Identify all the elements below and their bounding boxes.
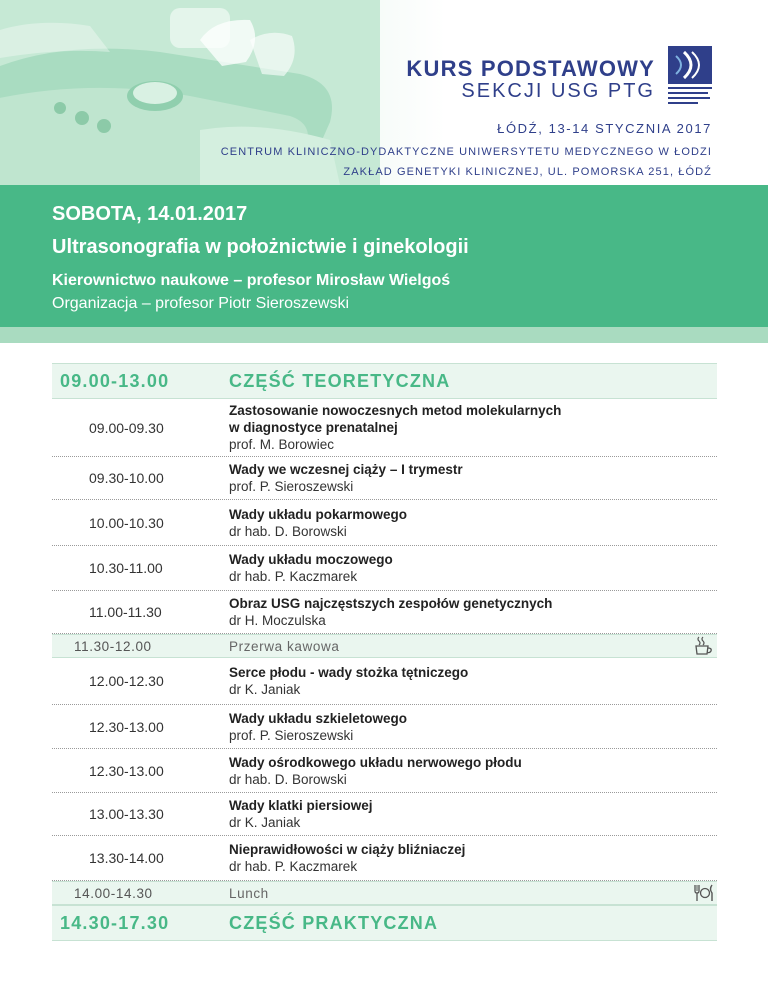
cutlery-icon [693,883,715,903]
session-time: 09.30-10.00 [89,470,164,486]
schedule-row [52,793,717,836]
schedule-row [52,399,717,457]
lunch-break [52,881,717,905]
venue-line-2: ZAKŁAD GENETYKI KLINICZNEJ, UL. POMORSKA 251, ŁÓDŹ [343,166,712,178]
break-time: 14.00-14.30 [74,886,153,901]
session-time: 10.30-11.00 [89,560,163,576]
scientific-direction: Kierownictwo naukowe – profesor Mirosław Wielgoś [52,272,451,289]
session-title: Wady we wczesnej ciąży – I trymestr [229,462,463,477]
coffee-cup-icon [693,636,715,656]
day-date: SOBOTA, 14.01.2017 [52,203,248,225]
coffee-break [52,634,717,658]
header [0,0,768,185]
course-title: KURS PODSTAWOWY [406,56,655,81]
event-date: ŁÓDŹ, 13-14 STYCZNIA 2017 [497,121,712,136]
session-title: Nieprawidłowości w ciąży bliźniaczej [229,842,466,857]
session-time: 12.00-12.30 [89,673,164,689]
course-topic: Ultrasonografia w położnictwie i ginekologii [52,236,469,258]
session-speaker: dr hab. P. Kaczmarek [229,859,358,874]
session-content [229,705,717,748]
session-speaker: prof. M. Borowiec [229,437,335,452]
session-time: 11.00-11.30 [89,604,162,620]
organization: Organizacja – profesor Piotr Sieroszewski [52,295,350,312]
session-content [229,793,717,835]
section-time: 14.30-17.30 [60,913,170,933]
section-title: CZĘŚĆ TEORETYCZNA [229,371,451,391]
schedule-row [52,457,717,500]
schedule-row [52,836,717,881]
section-practice [52,905,717,941]
session-title: Wady ośrodkowego układu nerwowego płodu [229,754,522,770]
venue-line-1: CENTRUM KLINICZNO-DYDAKTYCZNE UNIWERSYTETU MEDYCZNEGO W ŁODZI [220,146,712,158]
session-time: 13.00-13.30 [89,806,164,822]
banner-stripe [0,327,768,343]
session-time: 13.30-14.00 [89,850,164,866]
schedule-row [52,591,717,634]
session-title: Wady klatki piersiowej [229,798,373,813]
section-title: CZĘŚĆ PRAKTYCZNA [229,913,439,933]
schedule-row [52,749,717,793]
session-content [229,749,717,792]
schedule-row [52,705,717,749]
session-title: Wady układu szkieletowego [229,710,408,726]
schedule-row [52,500,717,546]
session-title: Serce płodu - wady stożka tętniczego [229,665,469,680]
session-title: Obraz USG najczęstszych zespołów genetycznych [229,596,553,611]
session-content [229,399,717,456]
section-theory [52,363,717,399]
schedule-row [52,658,717,705]
break-label: Lunch [229,886,269,901]
session-time: 10.00-10.30 [89,514,164,531]
session-title: Zastosowanie nowoczesnych metod molekularnych [229,403,562,418]
session-time: 12.30-13.00 [89,718,164,735]
session-speaker: dr K. Janiak [229,682,301,697]
ptg-logo [668,46,712,104]
section-time: 09.00-13.00 [60,371,170,391]
program-schedule [52,363,717,941]
session-speaker: dr H. Moczulska [229,613,326,628]
schedule-row [52,546,717,591]
session-speaker: prof. P. Sieroszewski [229,479,354,494]
session-speaker: dr hab. D. Borowski [229,771,347,787]
day-banner [0,185,768,327]
session-content [229,546,717,590]
session-speaker: prof. P. Sieroszewski [229,727,354,743]
break-time: 11.30-12.00 [74,639,152,654]
session-content [229,658,717,704]
session-content [229,500,717,545]
break-label: Przerwa kawowa [229,639,340,654]
course-subtitle: SEKCJI USG PTG [461,80,655,102]
session-speaker: dr hab. P. Kaczmarek [229,569,358,584]
session-time: 09.00-09.30 [89,419,164,436]
session-time: 12.30-13.00 [89,762,164,779]
session-speaker: dr hab. D. Borowski [229,523,347,539]
session-title-cont: w diagnostyce prenatalnej [229,420,398,435]
session-content [229,457,717,499]
session-title: Wady układu pokarmowego [229,506,408,522]
session-content [229,591,717,633]
session-title: Wady układu moczowego [229,552,393,567]
session-content [229,836,717,880]
session-speaker: dr K. Janiak [229,815,301,830]
